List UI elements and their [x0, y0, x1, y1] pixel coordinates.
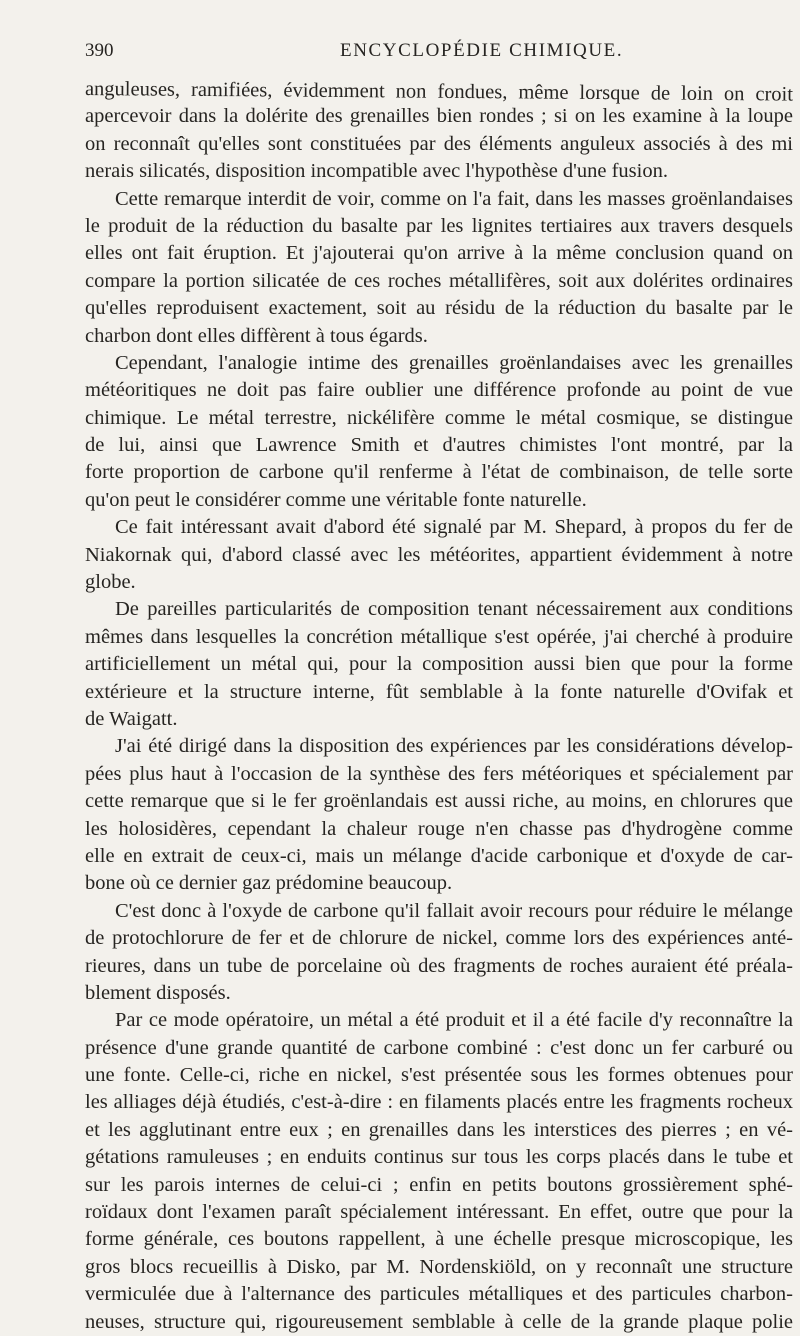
text-line: elle en extrait de ceux-ci, mais un mélange d'acide carbonique et d'oxyde de car- — [85, 844, 793, 867]
text-line: qu'on peut le considérer comme une véritable fonte naturelle. — [85, 488, 587, 511]
text-line: Ce fait intéressant avait d'abord été signalé par M. Shepard, à propos du fer de — [115, 516, 793, 539]
text-line: de Waigatt. — [85, 707, 178, 730]
paragraph — [85, 1007, 793, 1336]
text-line: J'ai été dirigé dans la disposition des expériences par les considérations dévelop- — [115, 735, 793, 758]
text-line: apercevoir dans la dolérite des grenailles bien rondes ; si on les examine à la loupe — [85, 105, 793, 128]
text-line: on reconnaît qu'elles sont constituées par des éléments anguleux associés à des mi — [85, 132, 793, 155]
paragraph — [85, 350, 793, 514]
text-line: charbon dont elles diffèrent à tous égards. — [85, 324, 428, 347]
text-line: artificiellement un métal qui, pour la composition aussi bien que pour la forme — [85, 653, 793, 676]
page-number: 390 — [85, 40, 114, 61]
text-line: compare la portion silicatée de ces roches métallifères, soit aux dolérites ordinaires — [85, 269, 793, 292]
paragraph — [85, 898, 793, 1008]
running-head: ENCYCLOPÉDIE CHIMIQUE. — [340, 40, 624, 61]
text-line: de protochlorure de fer et de chlorure de nickel, comme lors des expériences anté- — [85, 927, 793, 950]
text-line: chimique. Le métal terrestre, nickélifère comme le métal cosmique, se distingue — [85, 406, 793, 429]
text-line: bone où ce dernier gaz prédomine beaucoup. — [85, 872, 453, 895]
text-line: et les agglutinant entre eux ; en grenailles dans les interstices des pierres ; en vé- — [85, 1118, 793, 1141]
text-line: anguleuses, ramifiées, évidemment non fondues, même lorsque de loin on croit — [84, 78, 794, 106]
text-line: extérieure et la structure interne, fût semblable à la fonte naturelle d'Ovifak et — [85, 680, 793, 703]
text-line: gros blocs recueillis à Disko, par M. Nordenskiöld, on y reconnaît une structure — [85, 1255, 793, 1278]
text-line: neuses, structure qui, rigoureusement semblable à celle de la grande plaque polie — [85, 1310, 793, 1333]
text-line: roïdaux dont l'examen paraît spécialement intéressant. En effet, outre que pour la — [85, 1201, 793, 1224]
text-line: le produit de la réduction du basalte par les lignites tertiaires aux travers desquels — [85, 214, 793, 237]
text-line: Cependant, l'analogie intime des grenailles groënlandaises avec les grenailles — [115, 351, 793, 374]
text-line: météoritiques ne doit pas faire oublier une différence profonde au point de vue — [85, 379, 793, 402]
text-line: nerais silicatés, disposition incompatible avec l'hypothèse d'une fusion. — [85, 160, 668, 183]
text-line: les holosidères, cependant la chaleur rouge n'en chasse pas d'hydrogène comme — [85, 817, 793, 840]
paragraph — [85, 733, 793, 897]
text-line: C'est donc à l'oxyde de carbone qu'il fallait avoir recours pour réduire le mélange — [115, 899, 793, 922]
page-header — [85, 40, 795, 70]
paragraph — [85, 186, 793, 350]
text-line: cette remarque que si le fer groënlandais est aussi riche, au moins, en chlorures que — [85, 790, 793, 813]
text-line: mêmes dans lesquelles la concrétion métallique s'est opérée, j'ai cherché à produire — [85, 625, 793, 648]
text-line: elles ont fait éruption. Et j'ajouterai qu'on arrive à la même conclusion quand on — [85, 242, 793, 265]
text-line: De pareilles particularités de composition tenant nécessairement aux conditions — [115, 598, 793, 621]
text-line: une fonte. Celle-ci, riche en nickel, s'est présentée sous les formes obtenues pour — [85, 1064, 793, 1087]
text-line: de lui, ainsi que Lawrence Smith et d'autres chimistes l'ont montré, par la — [85, 434, 793, 457]
text-line: blement disposés. — [85, 981, 231, 1004]
text-line: globe. — [85, 571, 136, 594]
text-line: sur les parois internes de celui-ci ; enfin en petits boutons grossièrement sphé- — [85, 1173, 793, 1196]
text-line: Cette remarque interdit de voir, comme on l'a fait, dans les masses groënlandaises — [115, 187, 793, 210]
paragraph — [85, 514, 793, 596]
text-line: pées plus haut à l'occasion de la synthèse des fers météoriques et spécialement par — [85, 762, 793, 785]
text-line: forme générale, ces boutons rappellent, à une échelle presque microscopique, les — [85, 1228, 793, 1251]
text-line: Par ce mode opératoire, un métal a été produit et il a été facile d'y reconnaître la — [115, 1009, 793, 1032]
text-line: rieures, dans un tube de porcelaine où des fragments de roches auraient été préala- — [85, 954, 793, 977]
body-text — [85, 76, 793, 1336]
text-line: forte proportion de carbone qu'il renferme à l'état de combinaison, de telle sorte — [85, 461, 793, 484]
paragraph — [85, 76, 793, 186]
text-line: présence d'une grande quantité de carbone combiné : c'est donc un fer carburé ou — [85, 1036, 793, 1059]
text-line: les alliages déjà étudiés, c'est-à-dire : en filaments placés entre les fragments rocheux — [85, 1091, 793, 1114]
text-line: qu'elles reproduisent exactement, soit au résidu de la réduction du basalte par le — [85, 297, 793, 320]
text-line: gétations ramuleuses ; en enduits continus sur tous les corps placés dans le tube et — [85, 1146, 793, 1169]
paragraph — [85, 596, 793, 733]
text-line: vermiculée due à l'alternance des particules métalliques et des particules charbon- — [85, 1283, 793, 1306]
text-line: Niakornak qui, d'abord classé avec les météorites, appartient évidemment à notre — [85, 543, 793, 566]
